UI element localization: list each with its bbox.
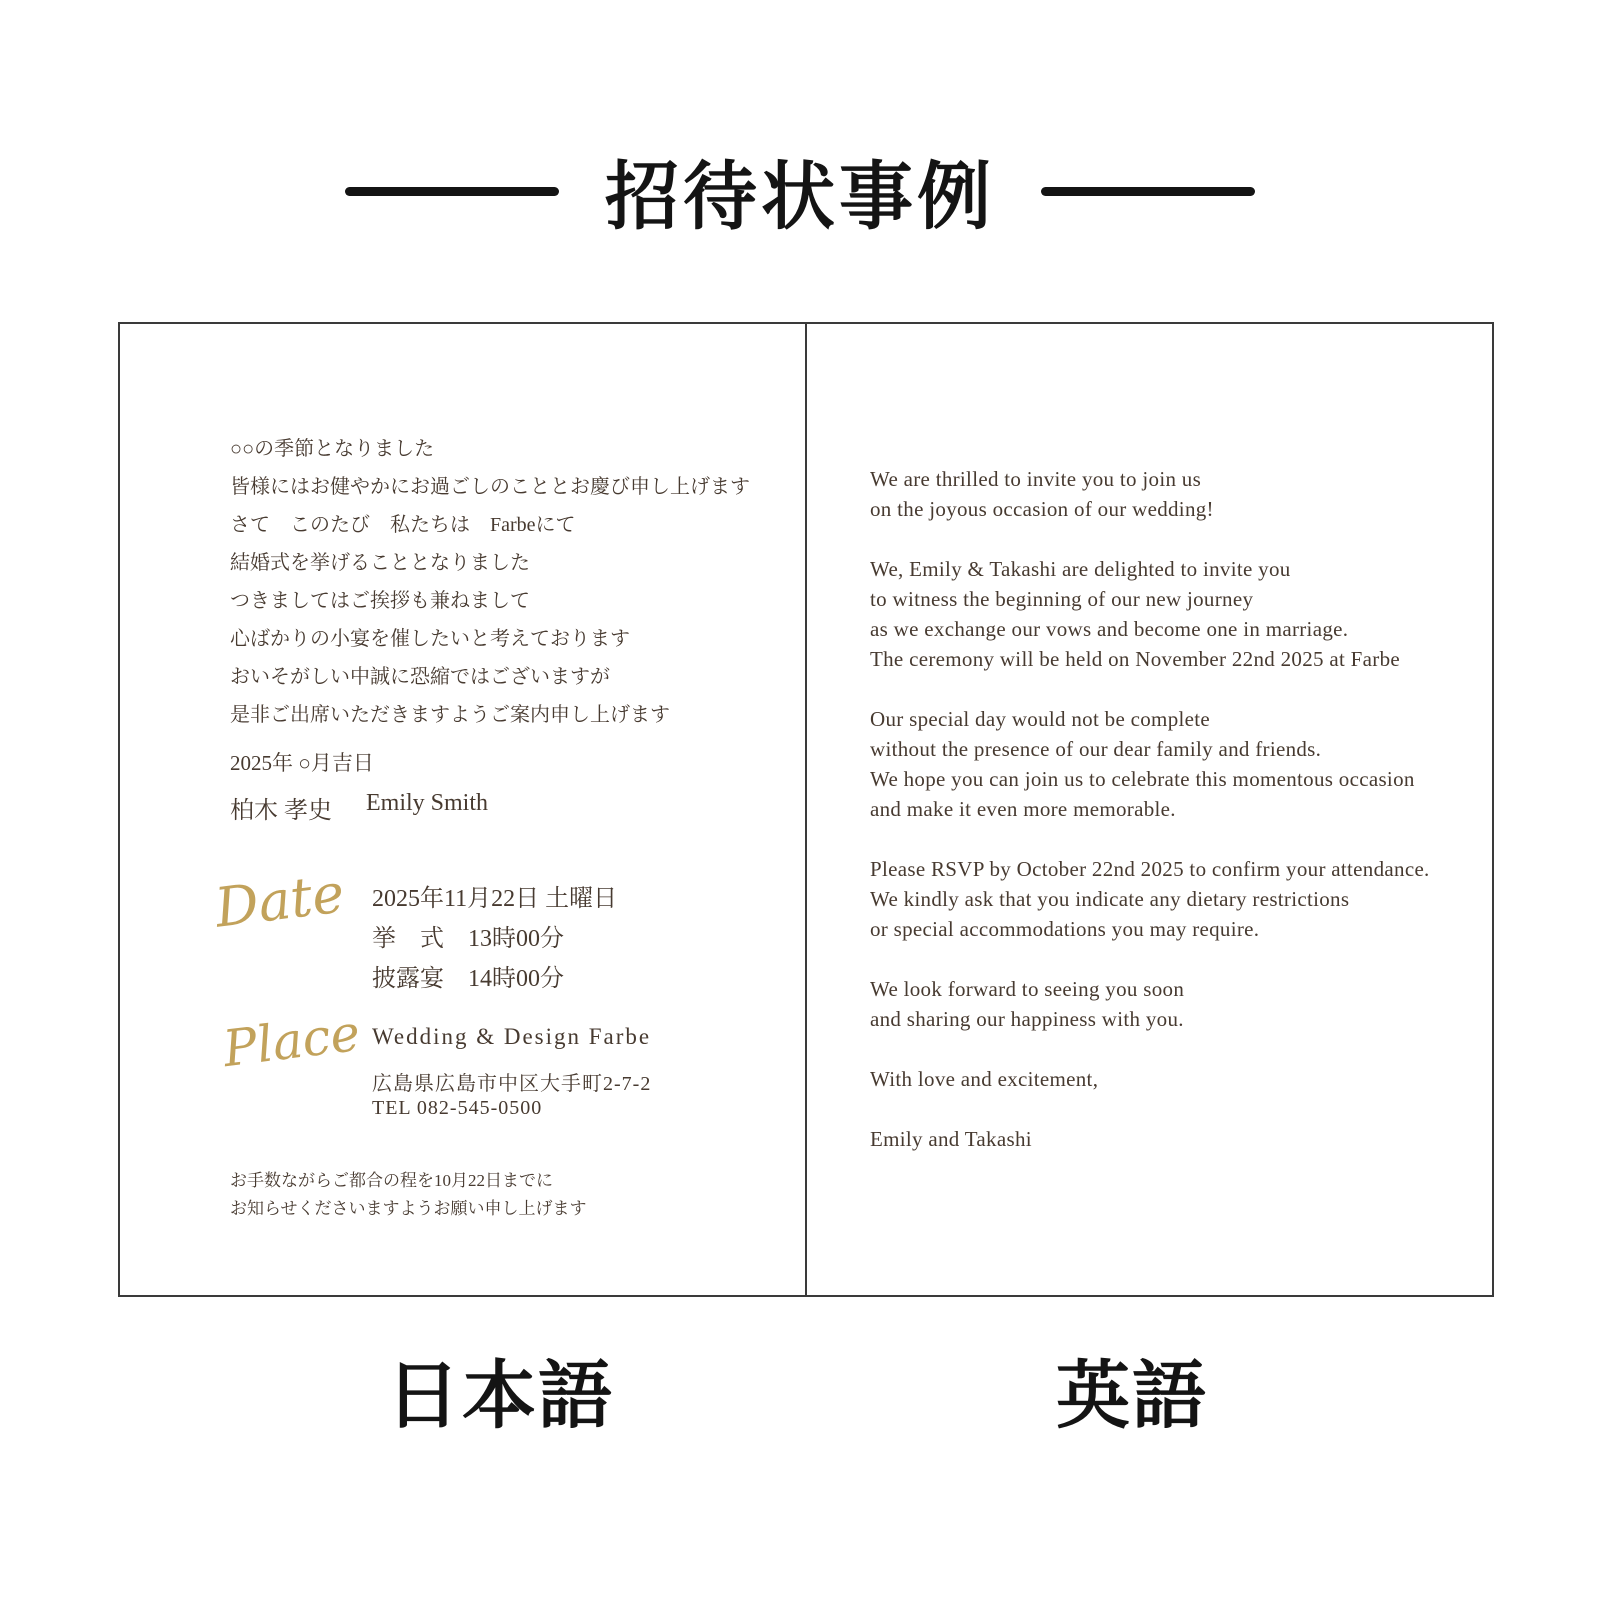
jp-rsvp-note-line: お知らせくださいますようお願い申し上げます bbox=[230, 1199, 587, 1218]
en-line: and sharing our happiness with you. bbox=[870, 1007, 1184, 1031]
title-right-dash bbox=[1041, 187, 1255, 196]
en-line: or special accommodations you may require. bbox=[870, 917, 1260, 941]
en-line: We are thrilled to invite you to join us bbox=[870, 467, 1202, 491]
en-line: We, Emily & Takashi are delighted to invite you bbox=[870, 557, 1291, 581]
en-line: Please RSVP by October 22nd 2025 to confirm your attendance. bbox=[870, 857, 1430, 881]
en-line: We look forward to seeing you soon bbox=[870, 977, 1185, 1001]
en-line: Our special day would not be complete bbox=[870, 707, 1211, 731]
jp-greeting-line: 結婚式を挙げることとなりました bbox=[230, 552, 530, 574]
en-couple-names: Emily and Takashi bbox=[870, 1127, 1032, 1151]
jp-rsvp-note-line: お手数ながらご都合の程を10月22日までに bbox=[230, 1171, 553, 1190]
en-line: to witness the beginning of our new journey bbox=[870, 587, 1254, 611]
jp-greeting-line: 心ばかりの小宴を催したいと考えております bbox=[230, 628, 630, 650]
place-script-label: Place bbox=[219, 1003, 364, 1079]
venue-phone: TEL 082-545-0500 bbox=[372, 1097, 543, 1119]
jp-greeting-block bbox=[230, 430, 750, 734]
page-title-row bbox=[0, 138, 1600, 244]
en-paragraph-names bbox=[870, 1124, 1430, 1154]
groom-name: 柏木 孝史 bbox=[230, 798, 332, 824]
jp-ceremony-date: 2025年11月22日 土曜日 bbox=[372, 886, 618, 912]
jp-letter-date: 2025年 ○月吉日 bbox=[230, 751, 374, 775]
jp-greeting-line: 皆様にはお健やかにお過ごしのこととお慶び申し上げます bbox=[230, 476, 750, 498]
en-paragraph-signoff bbox=[870, 1064, 1430, 1094]
jp-reception-time: 披露宴 14時00分 bbox=[372, 966, 564, 992]
jp-greeting-line: さて このたび 私たちは Farbeにて bbox=[230, 514, 576, 536]
en-line: without the presence of our dear family and friends. bbox=[870, 737, 1322, 761]
jp-date-info-block bbox=[372, 879, 617, 999]
label-english: 英語 bbox=[1056, 1353, 1208, 1439]
en-line: on the joyous occasion of our wedding! bbox=[870, 497, 1214, 521]
en-paragraph-closing bbox=[870, 974, 1430, 1034]
jp-couple-names bbox=[230, 790, 488, 825]
invitation-examples-card bbox=[118, 322, 1494, 1297]
en-paragraph-wish bbox=[870, 704, 1430, 824]
en-line: The ceremony will be held on November 22nd 2025 at Farbe bbox=[870, 647, 1400, 671]
en-line: With love and excitement, bbox=[870, 1067, 1099, 1091]
panel-divider bbox=[805, 324, 807, 1295]
jp-greeting-line: 是非ご出席いただきますようご案内申し上げます bbox=[230, 704, 670, 726]
jp-greeting-line: つきましてはご挨拶も兼ねまして bbox=[230, 590, 530, 612]
en-line: We hope you can join us to celebrate this momentous occasion bbox=[870, 767, 1415, 791]
jp-rsvp-note bbox=[230, 1167, 587, 1223]
en-line: We kindly ask that you indicate any dietary restrictions bbox=[870, 887, 1350, 911]
en-line: and make it even more memorable. bbox=[870, 797, 1176, 821]
en-paragraph-rsvp bbox=[870, 854, 1430, 944]
en-paragraph-announcement bbox=[870, 554, 1430, 674]
label-japanese: 日本語 bbox=[386, 1353, 614, 1439]
jp-ceremony-time: 挙 式 13時00分 bbox=[372, 926, 564, 952]
venue-address: 広島県広島市中区大手町2-7-2 bbox=[372, 1073, 652, 1095]
en-line: as we exchange our vows and become one in marriage. bbox=[870, 617, 1349, 641]
page-title: 招待状事例 bbox=[605, 154, 995, 240]
bride-name: Emily Smith bbox=[366, 790, 489, 816]
en-paragraph-intro bbox=[870, 464, 1430, 524]
date-script-label: Date bbox=[211, 861, 348, 940]
english-invitation-panel bbox=[870, 464, 1430, 1184]
venue-name: Wedding & Design Farbe bbox=[372, 1024, 652, 1049]
title-left-dash bbox=[345, 187, 559, 196]
jp-greeting-line: ○○の季節となりました bbox=[230, 438, 435, 460]
jp-greeting-line: おいそがしい中誠に恐縮ではございますが bbox=[230, 666, 610, 688]
